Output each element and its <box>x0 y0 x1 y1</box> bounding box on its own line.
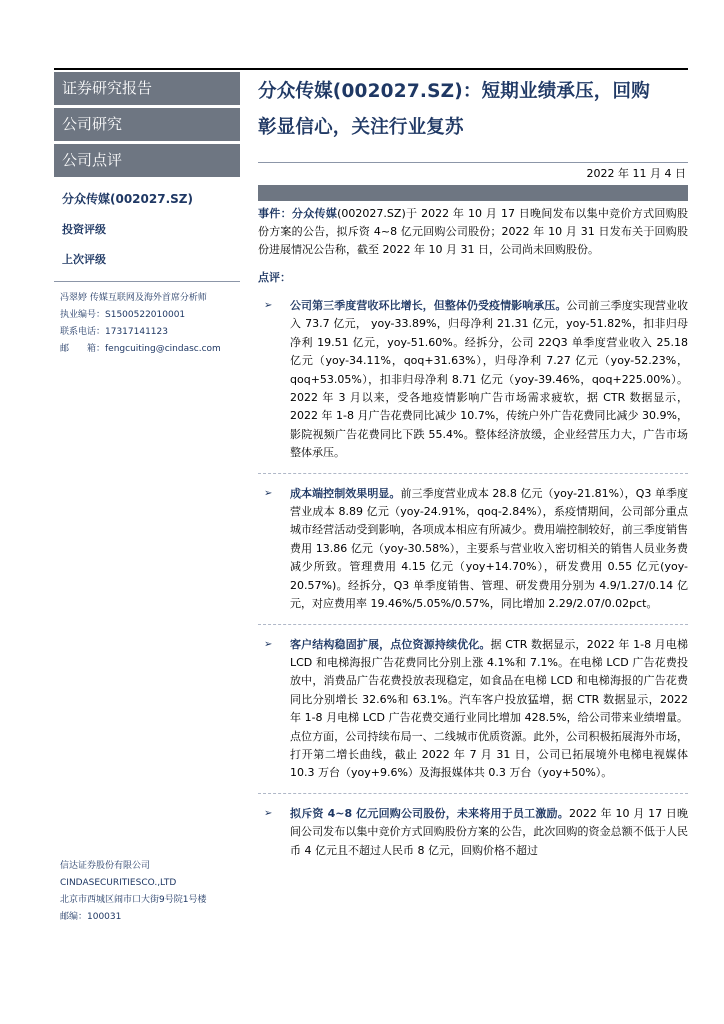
sidebar-footer <box>54 858 240 926</box>
firm-postcode: 邮编：100031 <box>60 912 122 922</box>
bullet-separator <box>258 793 688 795</box>
bullet-text: 2022 年 10 月 17 日晚间公司发布以集中竞价方式回购股份方案的公告，此次回购的资金总额不低于人民币 4 亿元且不超过人民币 8 亿元，回购价格不超过 <box>290 806 688 857</box>
bullet-q3-revenue <box>258 297 688 463</box>
bullet-lead: 公司第三季度营收环比增长，但整体仍受疫情影响承压。 <box>290 299 567 312</box>
rating-label: 投资评级 <box>62 223 106 236</box>
bullet-separator <box>258 473 688 475</box>
event-paragraph <box>258 205 688 259</box>
firm-name: 信达证券股份有限公司 <box>60 861 151 871</box>
bullet-customer-structure <box>258 636 688 783</box>
sidebar <box>54 68 240 948</box>
bullet-separator <box>258 624 688 626</box>
analyst-name: 冯翠婷 传媒互联网及海外首席分析师 <box>60 293 207 303</box>
title-line-2: 彰显信心，关注行业复苏 <box>258 117 464 138</box>
main-content <box>258 68 688 860</box>
event-label: 事件： <box>258 207 292 220</box>
analyst-email: 邮 箱：fengcuiting@cindasc.com <box>60 344 221 354</box>
bullet-cost-control <box>258 485 688 614</box>
bullet-arrow-icon: ➢ <box>264 638 273 650</box>
sidebar-company: 分众传媒(002027.SZ) <box>62 192 193 206</box>
bullet-lead: 客户结构稳固扩展，点位资源持续优化。 <box>290 637 491 651</box>
last-rating-label: 上次评级 <box>62 253 106 266</box>
event-company: 分众传媒 <box>291 207 338 220</box>
title-line-1: 分众传媒(002027.SZ)：短期业绩承压，回购 <box>258 81 650 102</box>
bullet-text: 公司前三季度实现营业收入 73.7 亿元， yoy-33.89%，归母净利 21.31 亿元，yoy-51.82%，扣非归母净利 19.51 亿元，yoy-51.60%。经拆分，公司 22Q3 单季度营业收入 25.18 亿元（yoy-34.11%，qoq+31.63%），归母净利 7.27 亿元（yoy-52.23%，qoq+53.05%），扣非归母净利 8.71 亿元（yoy-39.46%，qoq+225.00%）。2022 年 3 月以来，受各地疫情影响广告市场需求疲软，据 CTR 数据显示，2022 年 1-8 月广告花费同比减少 10.7%，传统户外广告花费同比减少 30.9%，影院视频广告花费同比下跌 55.4%。整体经济放缓，企业经营压力大，广告市场整体承压。 <box>290 299 689 460</box>
event-text: (002027.SZ)于 2022 年 10 月 17 日晚间发布以集中竞价方式回购股份方案的公告，拟斥资 4~8 亿元回购公司股份；2022 年 10 月 31 日发布关于回购股份进展情况公告称，截至 2022 年 10 月 31 日，公司尚未回购股份。 <box>258 207 689 256</box>
firm-name-en: CINDASECURITIESCO.,LTD <box>60 878 177 888</box>
bullet-arrow-icon: ➢ <box>264 300 273 311</box>
bullet-lead: 成本端控制效果明显。 <box>290 486 401 500</box>
band-company-research: 公司研究 <box>54 108 240 141</box>
band-company-comment: 公司点评 <box>54 144 240 177</box>
band-securities-report: 证券研究报告 <box>54 72 240 105</box>
bullet-arrow-icon: ➢ <box>264 487 273 499</box>
firm-address: 北京市西城区闹市口大街9号院1号楼 <box>60 895 207 905</box>
bullet-lead: 拟斥资 4~8 亿元回购公司股份，未来将用于员工激励。 <box>290 806 569 820</box>
report-date: 2022 年 11 月 4 日 <box>258 162 688 185</box>
analyst-phone: 联系电话：17317141123 <box>60 327 168 337</box>
bullet-arrow-icon: ➢ <box>264 807 273 819</box>
header-bar <box>258 185 688 201</box>
bullet-text: 前三季度营业成本 28.8 亿元（yoy-21.81%），Q3 单季度营业成本 8.89 亿元（yoy-24.91%，qoq-2.84%），系疫情期间，公司部分重点城市经营活动受到影响，各项成本相应有所减少。费用端控制较好，前三季度销售费用 13.86 亿元（yoy-30.58%），主要系与营业收入密切相关的销售人员业务费减少所致。管理费用 4.15 亿元（yoy+14.70%），研发费用 0.55 亿元(yoy-20.57%)。经拆分，Q3 单季度销售、管理、研发费用分别为 4.9/1.27/0.14 亿元，对应费用率 19.46%/5.05%/0.57%，同比增加 2.29/2.07/0.02pct。 <box>290 486 689 611</box>
analyst-license: 执业编号：S1500522010001 <box>60 310 186 320</box>
report-title <box>258 68 688 146</box>
comment-label: 点评： <box>258 271 291 284</box>
bullet-buyback <box>258 805 688 860</box>
sidebar-divider <box>54 281 240 282</box>
bullet-text: 据 CTR 数据显示，2022 年 1-8 月电梯 LCD 和电梯海报广告花费同比分别上涨 4.1%和 7.1%。在电梯 LCD 广告花费投放中，消费品广告花费投放表现稳定，如食品在电梯 LCD 和电梯海报的广告花费同比分别增长 32.6%和 63.1%。汽车客户投放猛增，据 CTR 数据显示，2022 年 1-8 月电梯 LCD 广告花费交通行业同比增加 428.5%，给公司带来业绩增量。点位方面，公司持续布局一、二线城市优质资源。此外，公司积极拓展海外市场，打开第二增长曲线，截止 2022 年 7 月 31 日，公司已拓展境外电梯电视媒体 10.3 万台（yoy+9.6%）及海报媒体共 0.3 万台（yoy+50%）。 <box>290 637 688 780</box>
